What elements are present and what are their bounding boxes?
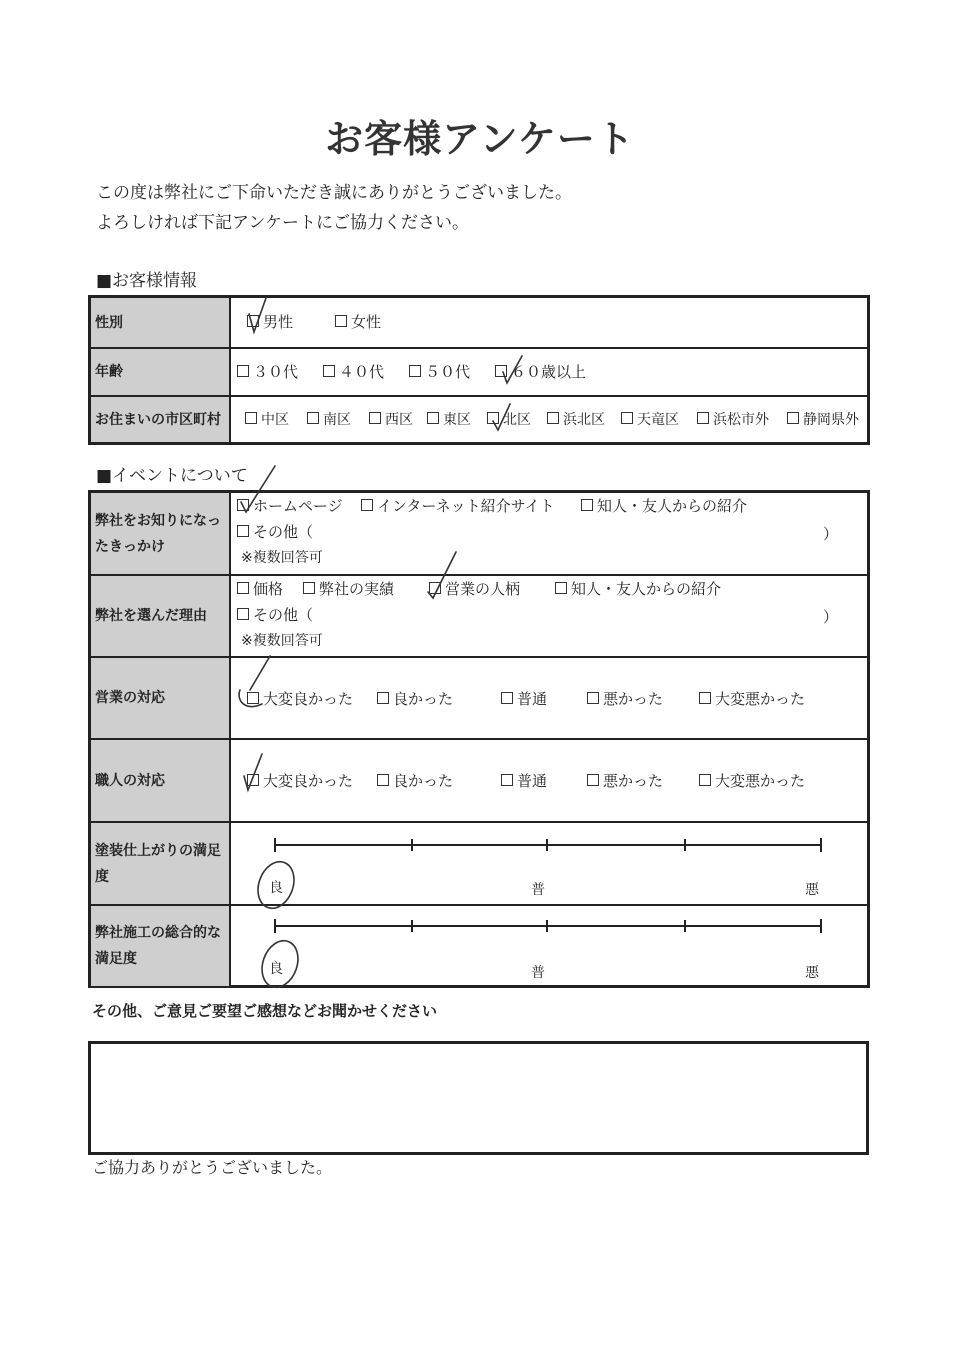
age-option-30s[interactable]: ３０代 [237, 361, 298, 382]
how-known-option-internet-site[interactable]: インターネット紹介サイト [361, 495, 555, 516]
sales-row [91, 658, 867, 740]
craft-option-bad[interactable]: 悪かった [587, 770, 663, 791]
craft-label: 職人の対応 [91, 740, 231, 821]
intro-line-1: この度は弊社にご下命いただき誠にありがとうございました。 [96, 183, 572, 203]
reason-note: ※複数回答可 [241, 633, 323, 649]
sales-option-good[interactable]: 良かった [377, 688, 453, 709]
reason-option-referral[interactable]: 知人・友人からの紹介 [555, 578, 721, 599]
how-known-option-referral[interactable]: 知人・友人からの紹介 [581, 495, 747, 516]
area-label: お住まいの市区町村 [91, 397, 231, 442]
intro-line-2: よろしければ下記アンケートにご協力ください。 [96, 213, 469, 233]
overall-rating-scale[interactable] [231, 906, 867, 986]
paint-rating-scale[interactable] [231, 823, 867, 903]
reason-other-close: ） [823, 608, 839, 626]
sales-option-average[interactable]: 普通 [501, 688, 547, 709]
area-option-tenryu[interactable]: 天竜区 [621, 409, 679, 429]
section-customer-info: ■お客様情報 [96, 271, 198, 291]
craft-option-very-bad[interactable]: 大変悪かった [699, 770, 805, 791]
sales-label: 営業の対応 [91, 658, 231, 738]
area-option-naka[interactable]: 中区 [245, 409, 289, 429]
age-row [91, 349, 867, 397]
paint-pole-bad: 悪 [805, 882, 819, 898]
age-option-40s[interactable]: ４０代 [323, 361, 384, 382]
age-option-60plus[interactable]: ６０歳以上 [495, 361, 586, 382]
sales-option-very-bad[interactable]: 大変悪かった [699, 688, 805, 709]
how-known-option-homepage[interactable]: ホームページ [237, 495, 343, 516]
gender-row [91, 298, 867, 349]
reason-row [91, 576, 867, 658]
reason-option-track-record[interactable]: 弊社の実績 [303, 578, 394, 599]
comment-textarea[interactable] [88, 1041, 869, 1155]
gender-option-female[interactable]: 女性 [335, 311, 381, 332]
how-known-label: 弊社をお知りになったきっかけ [91, 493, 231, 574]
craft-option-average[interactable]: 普通 [501, 770, 547, 791]
area-row [91, 397, 867, 442]
area-option-outside-city[interactable]: 浜松市外 [697, 409, 769, 429]
paint-row [91, 823, 867, 906]
survey-title: お客様アンケート [325, 117, 635, 161]
paint-pole-good: 良 [269, 880, 283, 896]
customer-info-table [88, 295, 870, 445]
gender-option-male[interactable]: 男性 [247, 311, 293, 332]
area-option-minami[interactable]: 南区 [307, 409, 351, 429]
area-option-higashi[interactable]: 東区 [427, 409, 471, 429]
age-label: 年齢 [91, 349, 231, 395]
sales-option-bad[interactable]: 悪かった [587, 688, 663, 709]
paint-pole-average: 普 [531, 882, 545, 898]
area-option-outside-prefecture[interactable]: 静岡県外 [787, 409, 859, 429]
craft-option-good[interactable]: 良かった [377, 770, 453, 791]
overall-label: 弊社施工の総合的な満足度 [91, 906, 231, 986]
gender-label: 性別 [91, 298, 231, 347]
how-known-note: ※複数回答可 [241, 550, 323, 566]
reason-label: 弊社を選んだ理由 [91, 576, 231, 656]
area-option-kita[interactable]: 北区 [487, 409, 531, 429]
overall-pole-average: 普 [531, 965, 545, 981]
reason-option-sales-personality[interactable]: 営業の人柄 [429, 578, 520, 599]
paint-label: 塗装仕上がりの満足度 [91, 823, 231, 904]
craft-option-very-good[interactable]: 大変良かった [247, 770, 353, 791]
reason-option-price[interactable]: 価格 [237, 578, 283, 599]
area-option-hamakita[interactable]: 浜北区 [547, 409, 605, 429]
overall-pole-good: 良 [269, 961, 283, 977]
section-event: ■イベントについて [96, 466, 248, 486]
comment-prompt: その他、ご意見ご要望ご感想などお聞かせください [92, 1002, 438, 1020]
reason-option-other[interactable]: その他（ [237, 604, 313, 625]
thanks-message: ご協力ありがとうございました。 [92, 1158, 333, 1177]
sales-option-very-good[interactable]: 大変良かった [247, 688, 353, 709]
area-option-nishi[interactable]: 西区 [369, 409, 413, 429]
age-option-50s[interactable]: ５０代 [409, 361, 470, 382]
craft-row [91, 740, 867, 823]
event-table [88, 490, 870, 988]
how-known-option-other[interactable]: その他（ [237, 521, 313, 542]
overall-row [91, 906, 867, 986]
overall-pole-bad: 悪 [805, 965, 819, 981]
how-known-other-close: ） [823, 525, 839, 543]
how-known-row [91, 493, 867, 576]
